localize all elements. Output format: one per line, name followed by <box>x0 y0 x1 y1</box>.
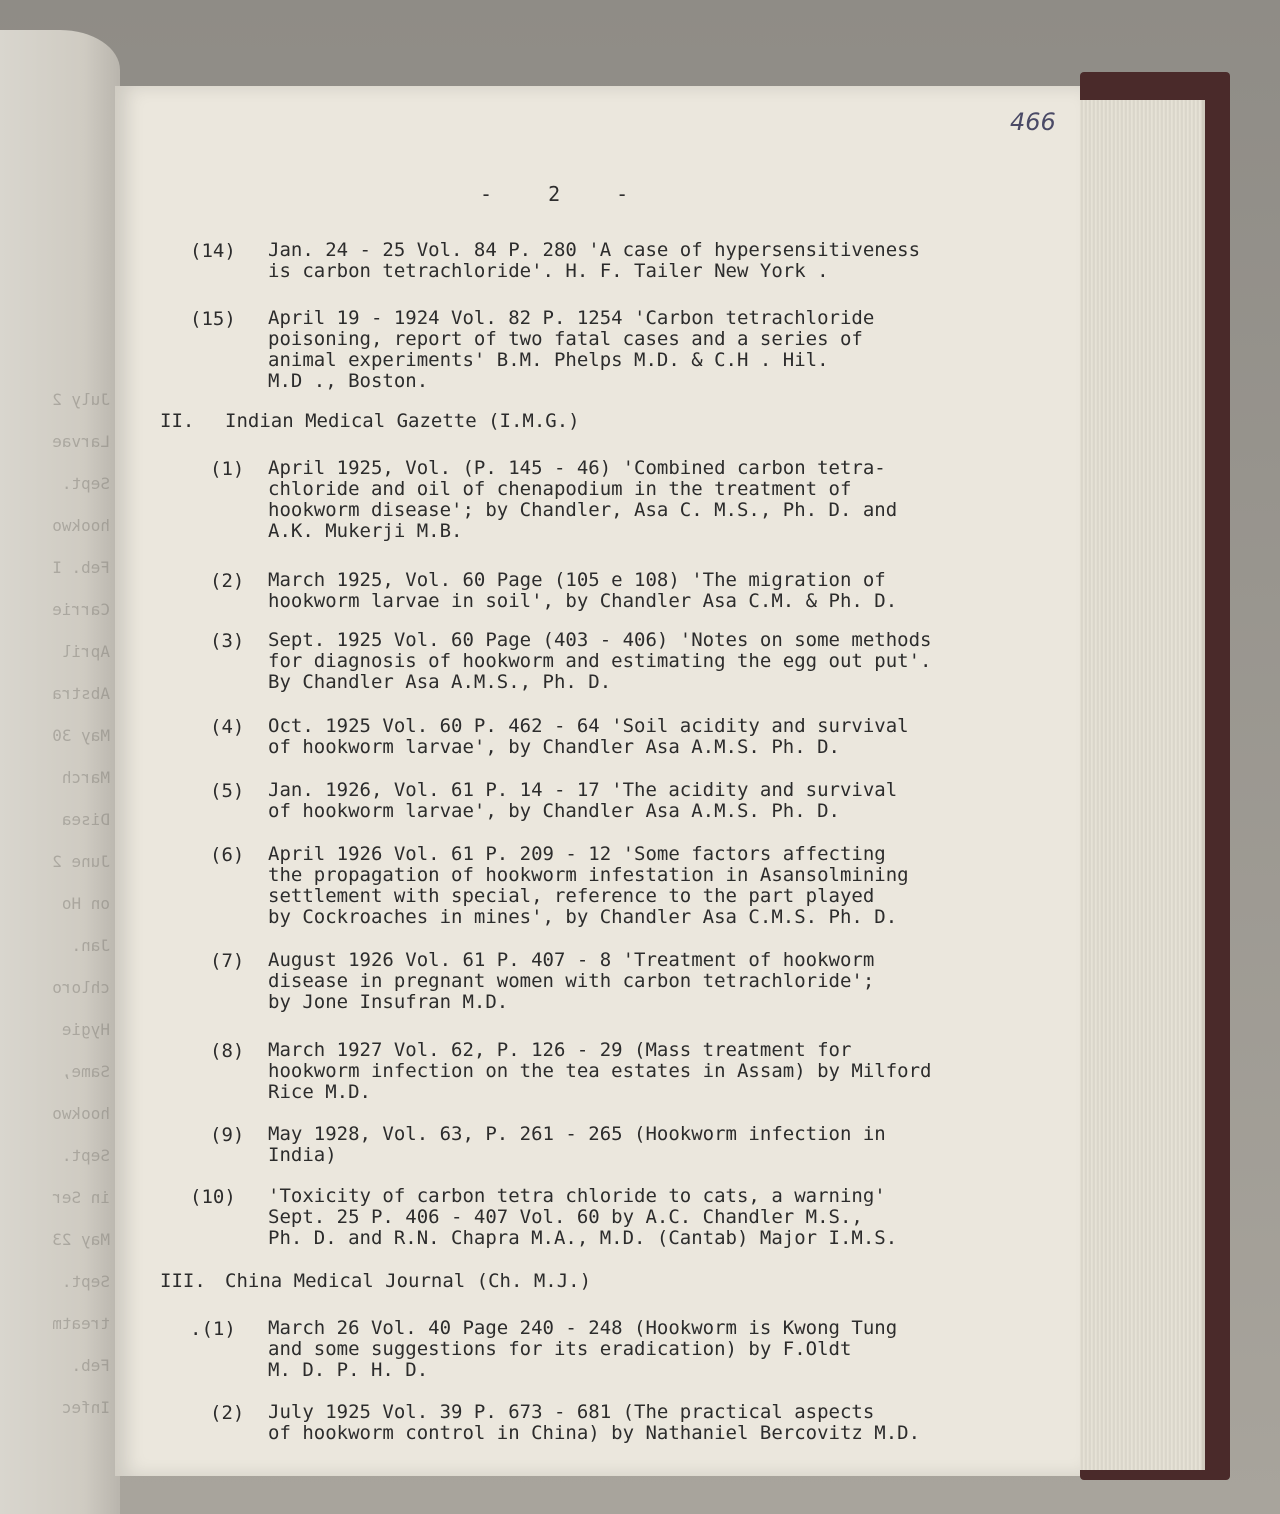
facing-page-fragment: March <box>61 768 110 787</box>
section-title: Indian Medical Gazette (I.M.G.) <box>225 410 580 432</box>
entry-number: (9) <box>210 1124 245 1146</box>
entry-number: (10) <box>190 1186 236 1208</box>
entry-number: (3) <box>210 630 245 652</box>
entry-line: of hookworm larvae', by Chandler Asa A.M.S. Ph. D. <box>268 800 840 822</box>
facing-page-fragment: Feb. <box>71 1356 110 1375</box>
facing-page-fragment: April <box>61 642 110 661</box>
entry-number: (6) <box>210 844 245 866</box>
facing-page-fragment: May 23 <box>52 1230 110 1249</box>
entry-line: chloride and oil of chenapodium in the treatment of <box>268 478 852 500</box>
facing-page-fragment: July 2 <box>52 390 110 409</box>
entry-line: by Cockroaches in mines', by Chandler Asa C.M.S. Ph. D. <box>268 906 898 928</box>
facing-page-fragment: Carrie <box>52 600 110 619</box>
facing-page-fragment: Feb. I <box>52 558 110 577</box>
entry-line: India) <box>268 1144 337 1166</box>
entry-number: (4) <box>210 716 245 738</box>
facing-page-fragment: Jan. <box>71 936 110 955</box>
page-header: - 2 - <box>480 182 651 206</box>
entry-line: Rice M.D. <box>268 1081 371 1103</box>
entry-line: Jan. 1926, Vol. 61 P. 14 - 17 'The acidity and survival <box>268 779 898 801</box>
entry-number: (14) <box>190 240 236 262</box>
entry-line: Ph. D. and R.N. Chapra M.A., M.D. (Cantab) Major I.M.S. <box>268 1227 898 1249</box>
entry-line: is carbon tetrachloride'. H. F. Tailer New York . <box>268 260 829 282</box>
facing-page-fragment: Sept. <box>61 1272 110 1291</box>
entry-number: (15) <box>190 308 236 330</box>
facing-page-fragment: Sept. <box>61 474 110 493</box>
section-number: III. <box>160 1270 206 1292</box>
facing-page-fragment: Same, <box>61 1062 110 1081</box>
entry-line: and some suggestions for its eradication) by F.Oldt <box>268 1338 852 1360</box>
facing-page-fragment: hookwo <box>52 516 110 535</box>
entry-number: (7) <box>210 950 245 972</box>
entry-line: settlement with special, reference to the part played <box>268 885 875 907</box>
entry-line: March 1927 Vol. 62, P. 126 - 29 (Mass treatment for <box>268 1039 852 1061</box>
entry-line: of hookworm control in China) by Nathaniel Bercovitz M.D. <box>268 1422 921 1444</box>
entry-line: hookworm disease'; by Chandler, Asa C. M.S., Ph. D. and <box>268 499 898 521</box>
folio-number: 466 <box>1010 108 1056 136</box>
entry-line: April 19 - 1924 Vol. 82 P. 1254 'Carbon tetrachloride <box>268 307 875 329</box>
entry-number: .(1) <box>190 1318 236 1340</box>
entry-line: animal experiments' B.M. Phelps M.D. & C.H . Hil. <box>268 349 829 371</box>
entry-line: M.D ., Boston. <box>268 370 429 392</box>
facing-page <box>0 30 120 1514</box>
entry-line: August 1926 Vol. 61 P. 407 - 8 'Treatment of hookworm <box>268 949 875 971</box>
facing-page-fragment: June 2 <box>52 852 110 871</box>
entry-line: poisoning, report of two fatal cases and a series of <box>268 328 863 350</box>
facing-page-fragment: Infec <box>61 1398 110 1417</box>
entry-line: for diagnosis of hookworm and estimating the egg out put'. <box>268 650 932 672</box>
facing-page-fragment: chloro <box>52 978 110 997</box>
entry-number: (2) <box>210 570 245 592</box>
entry-line: March 26 Vol. 40 Page 240 - 248 (Hookworm is Kwong Tung <box>268 1317 898 1339</box>
entry-line: Oct. 1925 Vol. 60 P. 462 - 64 'Soil acidity and survival <box>268 715 909 737</box>
section-title: China Medical Journal (Ch. M.J.) <box>225 1270 592 1292</box>
entry-line: hookworm infection on the tea estates in Assam) by Milford <box>268 1060 932 1082</box>
entry-number: (2) <box>210 1402 245 1424</box>
entry-line: A.K. Mukerji M.B. <box>268 520 463 542</box>
facing-page-fragment: on Ho <box>61 894 110 913</box>
page-edges <box>1060 100 1205 1470</box>
entry-line: M. D. P. H. D. <box>268 1359 429 1381</box>
entry-line: By Chandler Asa A.M.S., Ph. D. <box>268 671 612 693</box>
entry-line: April 1926 Vol. 61 P. 209 - 12 'Some factors affecting <box>268 843 886 865</box>
facing-page-fragment: hookwo <box>52 1104 110 1123</box>
entry-line: April 1925, Vol. (P. 145 - 46) 'Combined carbon tetra- <box>268 457 886 479</box>
facing-page-fragment: Larvae <box>52 432 110 451</box>
facing-page-fragment: Disea <box>61 810 110 829</box>
entry-line: March 1925, Vol. 60 Page (105 e 108) 'The migration of <box>268 569 886 591</box>
entry-line: 'Toxicity of carbon tetra chloride to cats, a warning' <box>268 1185 886 1207</box>
facing-page-fragment: treatm <box>52 1314 110 1333</box>
entry-number: (5) <box>210 780 245 802</box>
facing-page-fragment: May 30 <box>52 726 110 745</box>
facing-page-fragment: Abstra <box>52 684 110 703</box>
entry-line: May 1928, Vol. 63, P. 261 - 265 (Hookworm infection in <box>268 1123 886 1145</box>
entry-line: hookworm larvae in soil', by Chandler Asa C.M. & Ph. D. <box>268 590 898 612</box>
entry-line: the propagation of hookworm infestation in Asansolmining <box>268 864 909 886</box>
section-number: II. <box>160 410 195 432</box>
entry-line: Jan. 24 - 25 Vol. 84 P. 280 'A case of hypersensitiveness <box>268 239 921 261</box>
entry-line: of hookworm larvae', by Chandler Asa A.M.S. Ph. D. <box>268 736 840 758</box>
entry-line: disease in pregnant women with carbon tetrachloride'; <box>268 970 875 992</box>
entry-line: July 1925 Vol. 39 P. 673 - 681 (The practical aspects <box>268 1401 875 1423</box>
facing-page-fragment: in Ser <box>52 1188 110 1207</box>
entry-line: by Jone Insufran M.D. <box>268 991 509 1013</box>
entry-number: (8) <box>210 1040 245 1062</box>
entry-line: Sept. 25 P. 406 - 407 Vol. 60 by A.C. Chandler M.S., <box>268 1206 863 1228</box>
entry-line: Sept. 1925 Vol. 60 Page (403 - 406) 'Notes on some methods <box>268 629 932 651</box>
facing-page-fragment: Hygie <box>61 1020 110 1039</box>
facing-page-fragment: Sept. <box>61 1146 110 1165</box>
entry-number: (1) <box>210 458 245 480</box>
